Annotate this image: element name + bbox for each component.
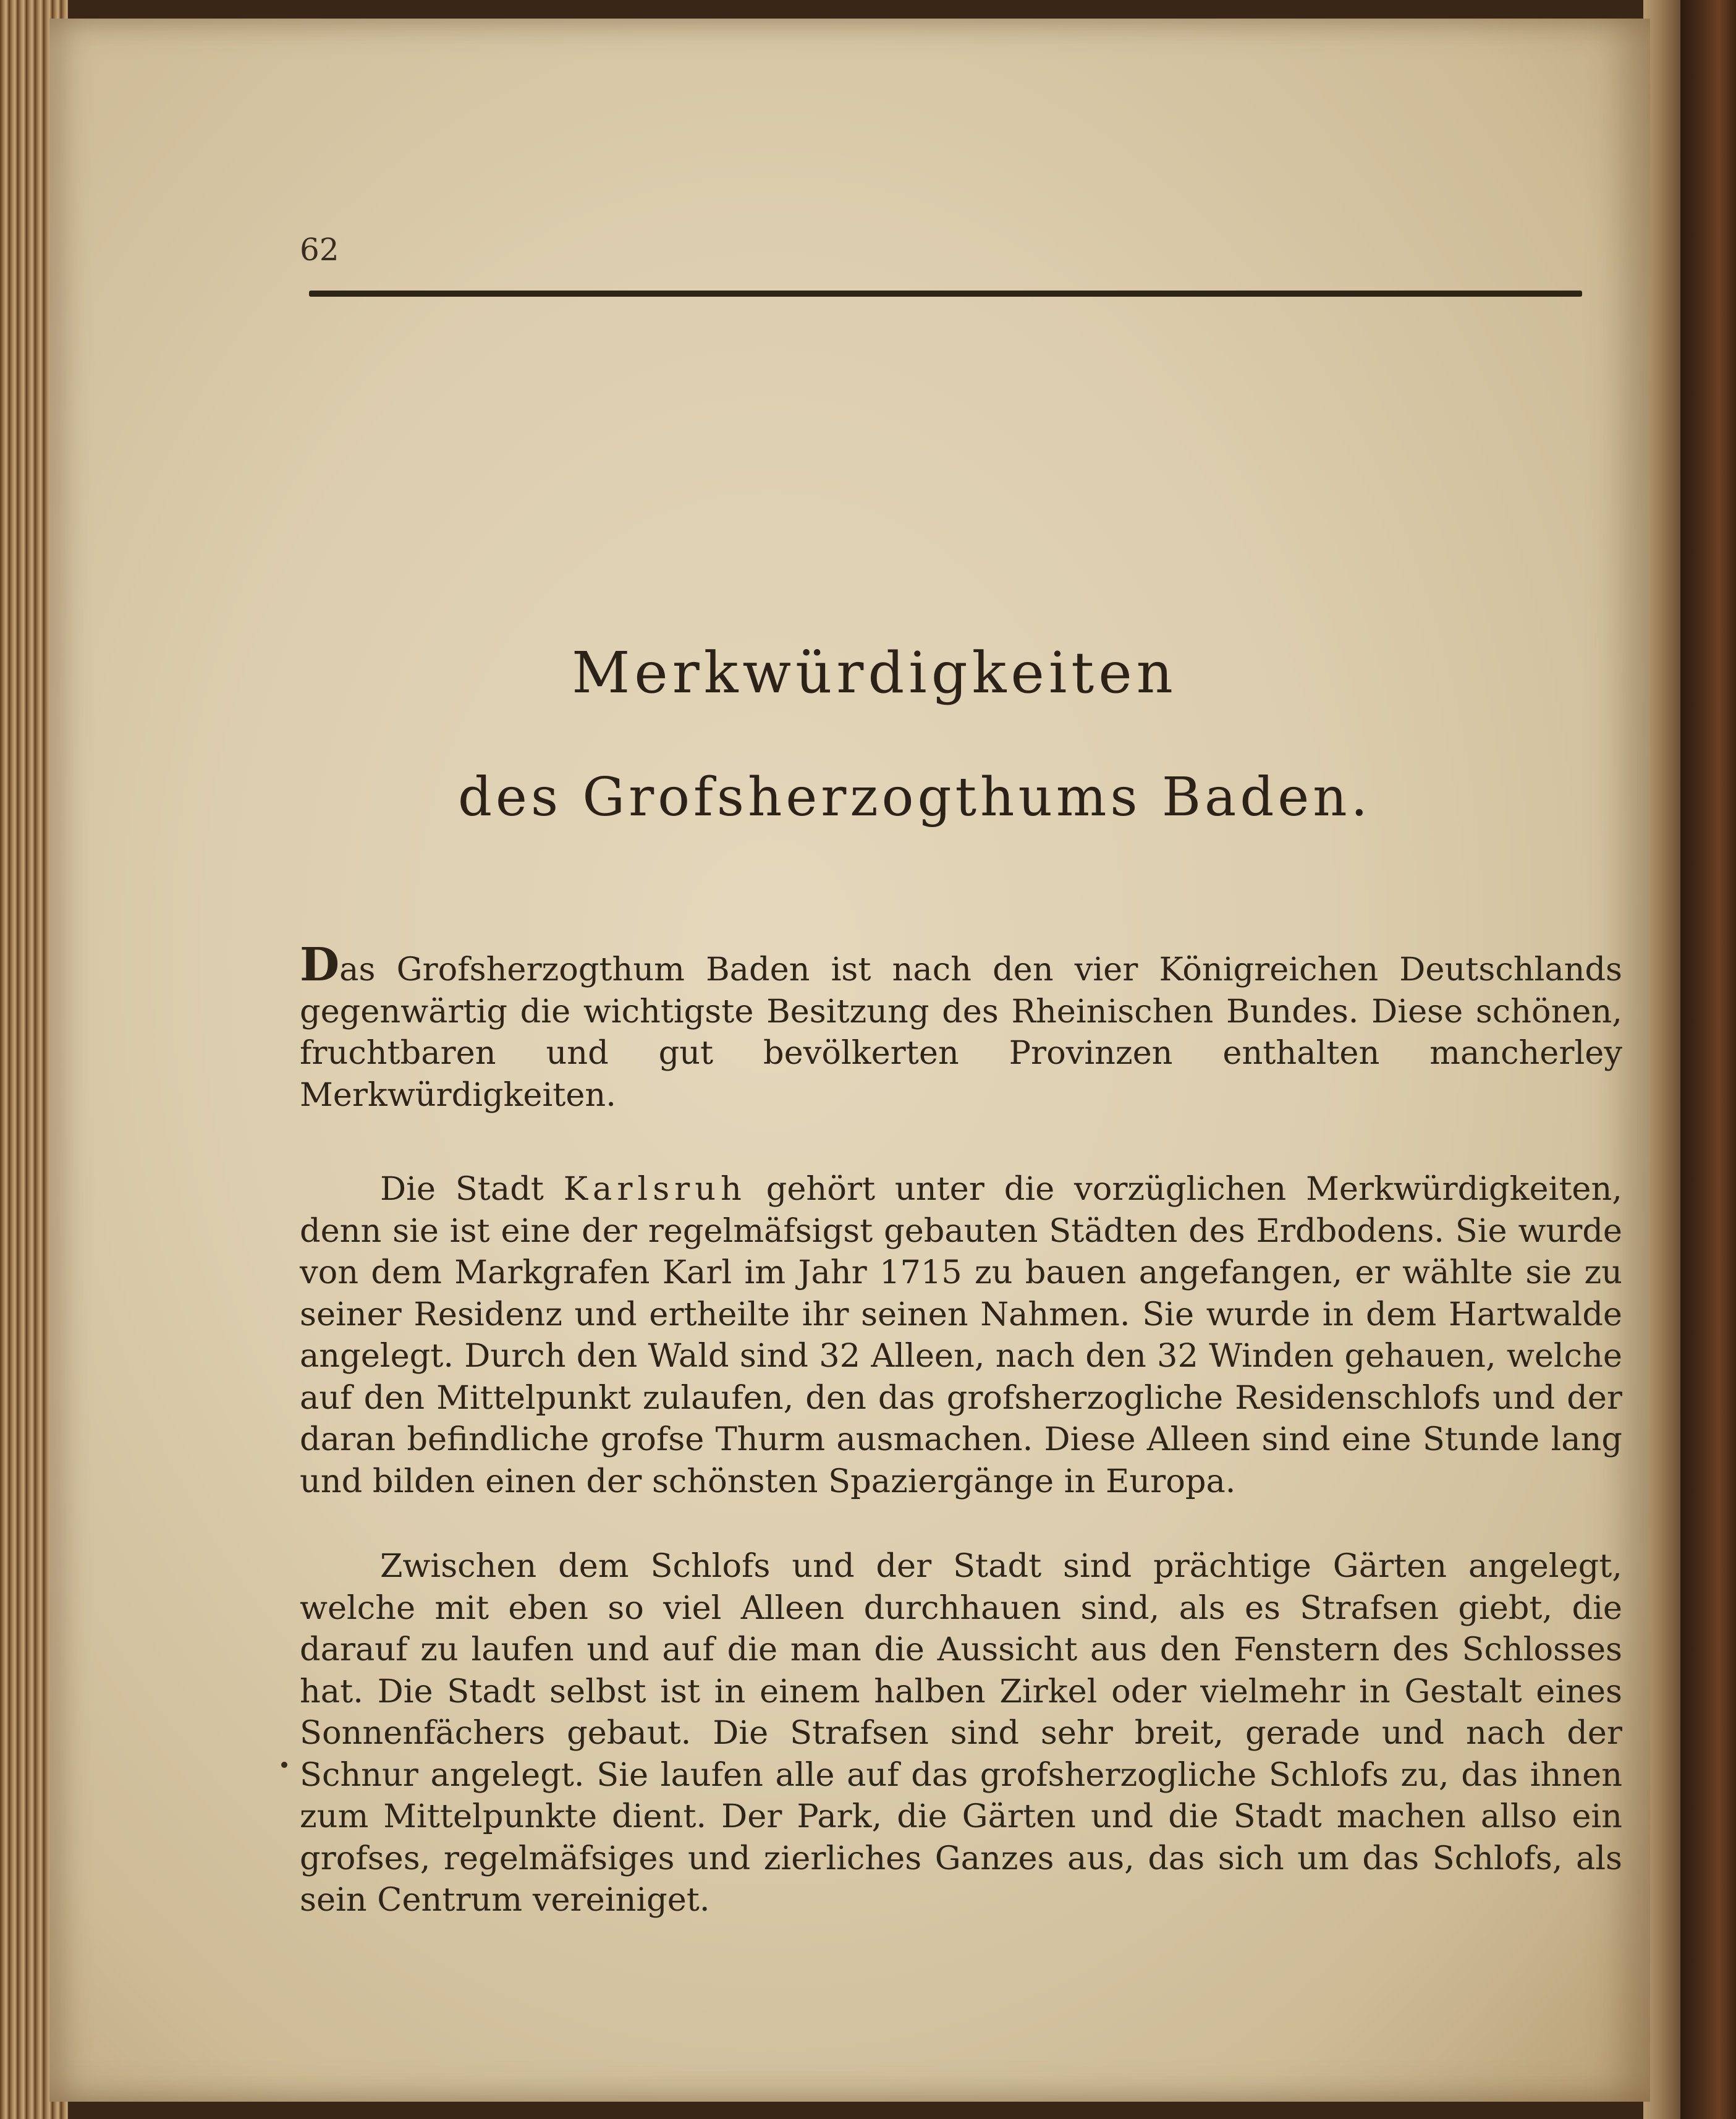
book-binding	[1680, 0, 1736, 2119]
chapter-subtitle: des Grofsherzogthums Baden.	[458, 766, 1371, 828]
drop-cap: D	[300, 938, 340, 992]
margin-mark	[281, 1762, 287, 1768]
book-page	[49, 19, 1650, 2102]
paragraph-2-text: gehört unter die vorzüglichen Merkwürdigkeiten, denn sie ist eine der regelmäfsigst gebauten Städten des Erdbodens. Sie wurde von dem Markgrafen Karl im Jahr 1715 zu bauen angefangen, er wählte sie zu seiner Residenz und ertheilte ihr seinen Nahmen. Sie wurde in dem Hartwalde angelegt. Durch den Wald sind 32 Alleen, nach den 32 Winden gehauen, welche auf den Mittelpunkt zulaufen, den das grofsherzogliche Residenschlofs und der daran befindliche grofse Thurm ausmachen. Diese Alleen sind eine Stunde lang und bilden einen der schönsten Spaziergänge in Europa.	[300, 1170, 1622, 1500]
paragraph-3: Zwischen dem Schlofs und der Stadt sind prächtige Gärten angelegt, welche mit eben so viel Alleen durchhauen sind, als es Strafsen giebt, die darauf zu laufen und auf die man die Aussicht aus den Fenstern des Schlosses hat. Die Stadt selbst ist in einem halben Zirkel oder vielmehr in Gestalt eines Sonnenfächers gebaut. Die Strafsen sind sehr breit, gerade und nach der Schnur angelegt. Sie laufen alle auf das grofsherzogliche Schlofs zu, das ihnen zum Mittelpunkte dient. Der Park, die Gärten und die Stadt machen allso ein grofses, regelmäfsiges und zierliches Ganzes aus, das sich um das Schlofs, als sein Centrum vereiniget.	[300, 1547, 1622, 1919]
chapter-title: Merkwürdigkeiten	[572, 640, 1177, 706]
city-name-emphasis: Karlsruh	[563, 1170, 747, 1208]
paragraph-2-lead: Die Stadt	[380, 1170, 564, 1208]
paragraph-1-text: as Grofsherzogthum Baden ist nach den vier Königreichen Deutschlands gegenwärtig die wichtigste Besitzung des Rheinischen Bundes. Diese schönen, fruchtbaren und gut bevölkerten Provinzen enthalten mancherley Merkwürdigkeiten.	[300, 951, 1622, 1114]
paragraph-2	[300, 1168, 1622, 1502]
page-number: 62	[300, 232, 339, 268]
paragraph-1	[300, 938, 1622, 1116]
header-rule	[309, 291, 1582, 297]
